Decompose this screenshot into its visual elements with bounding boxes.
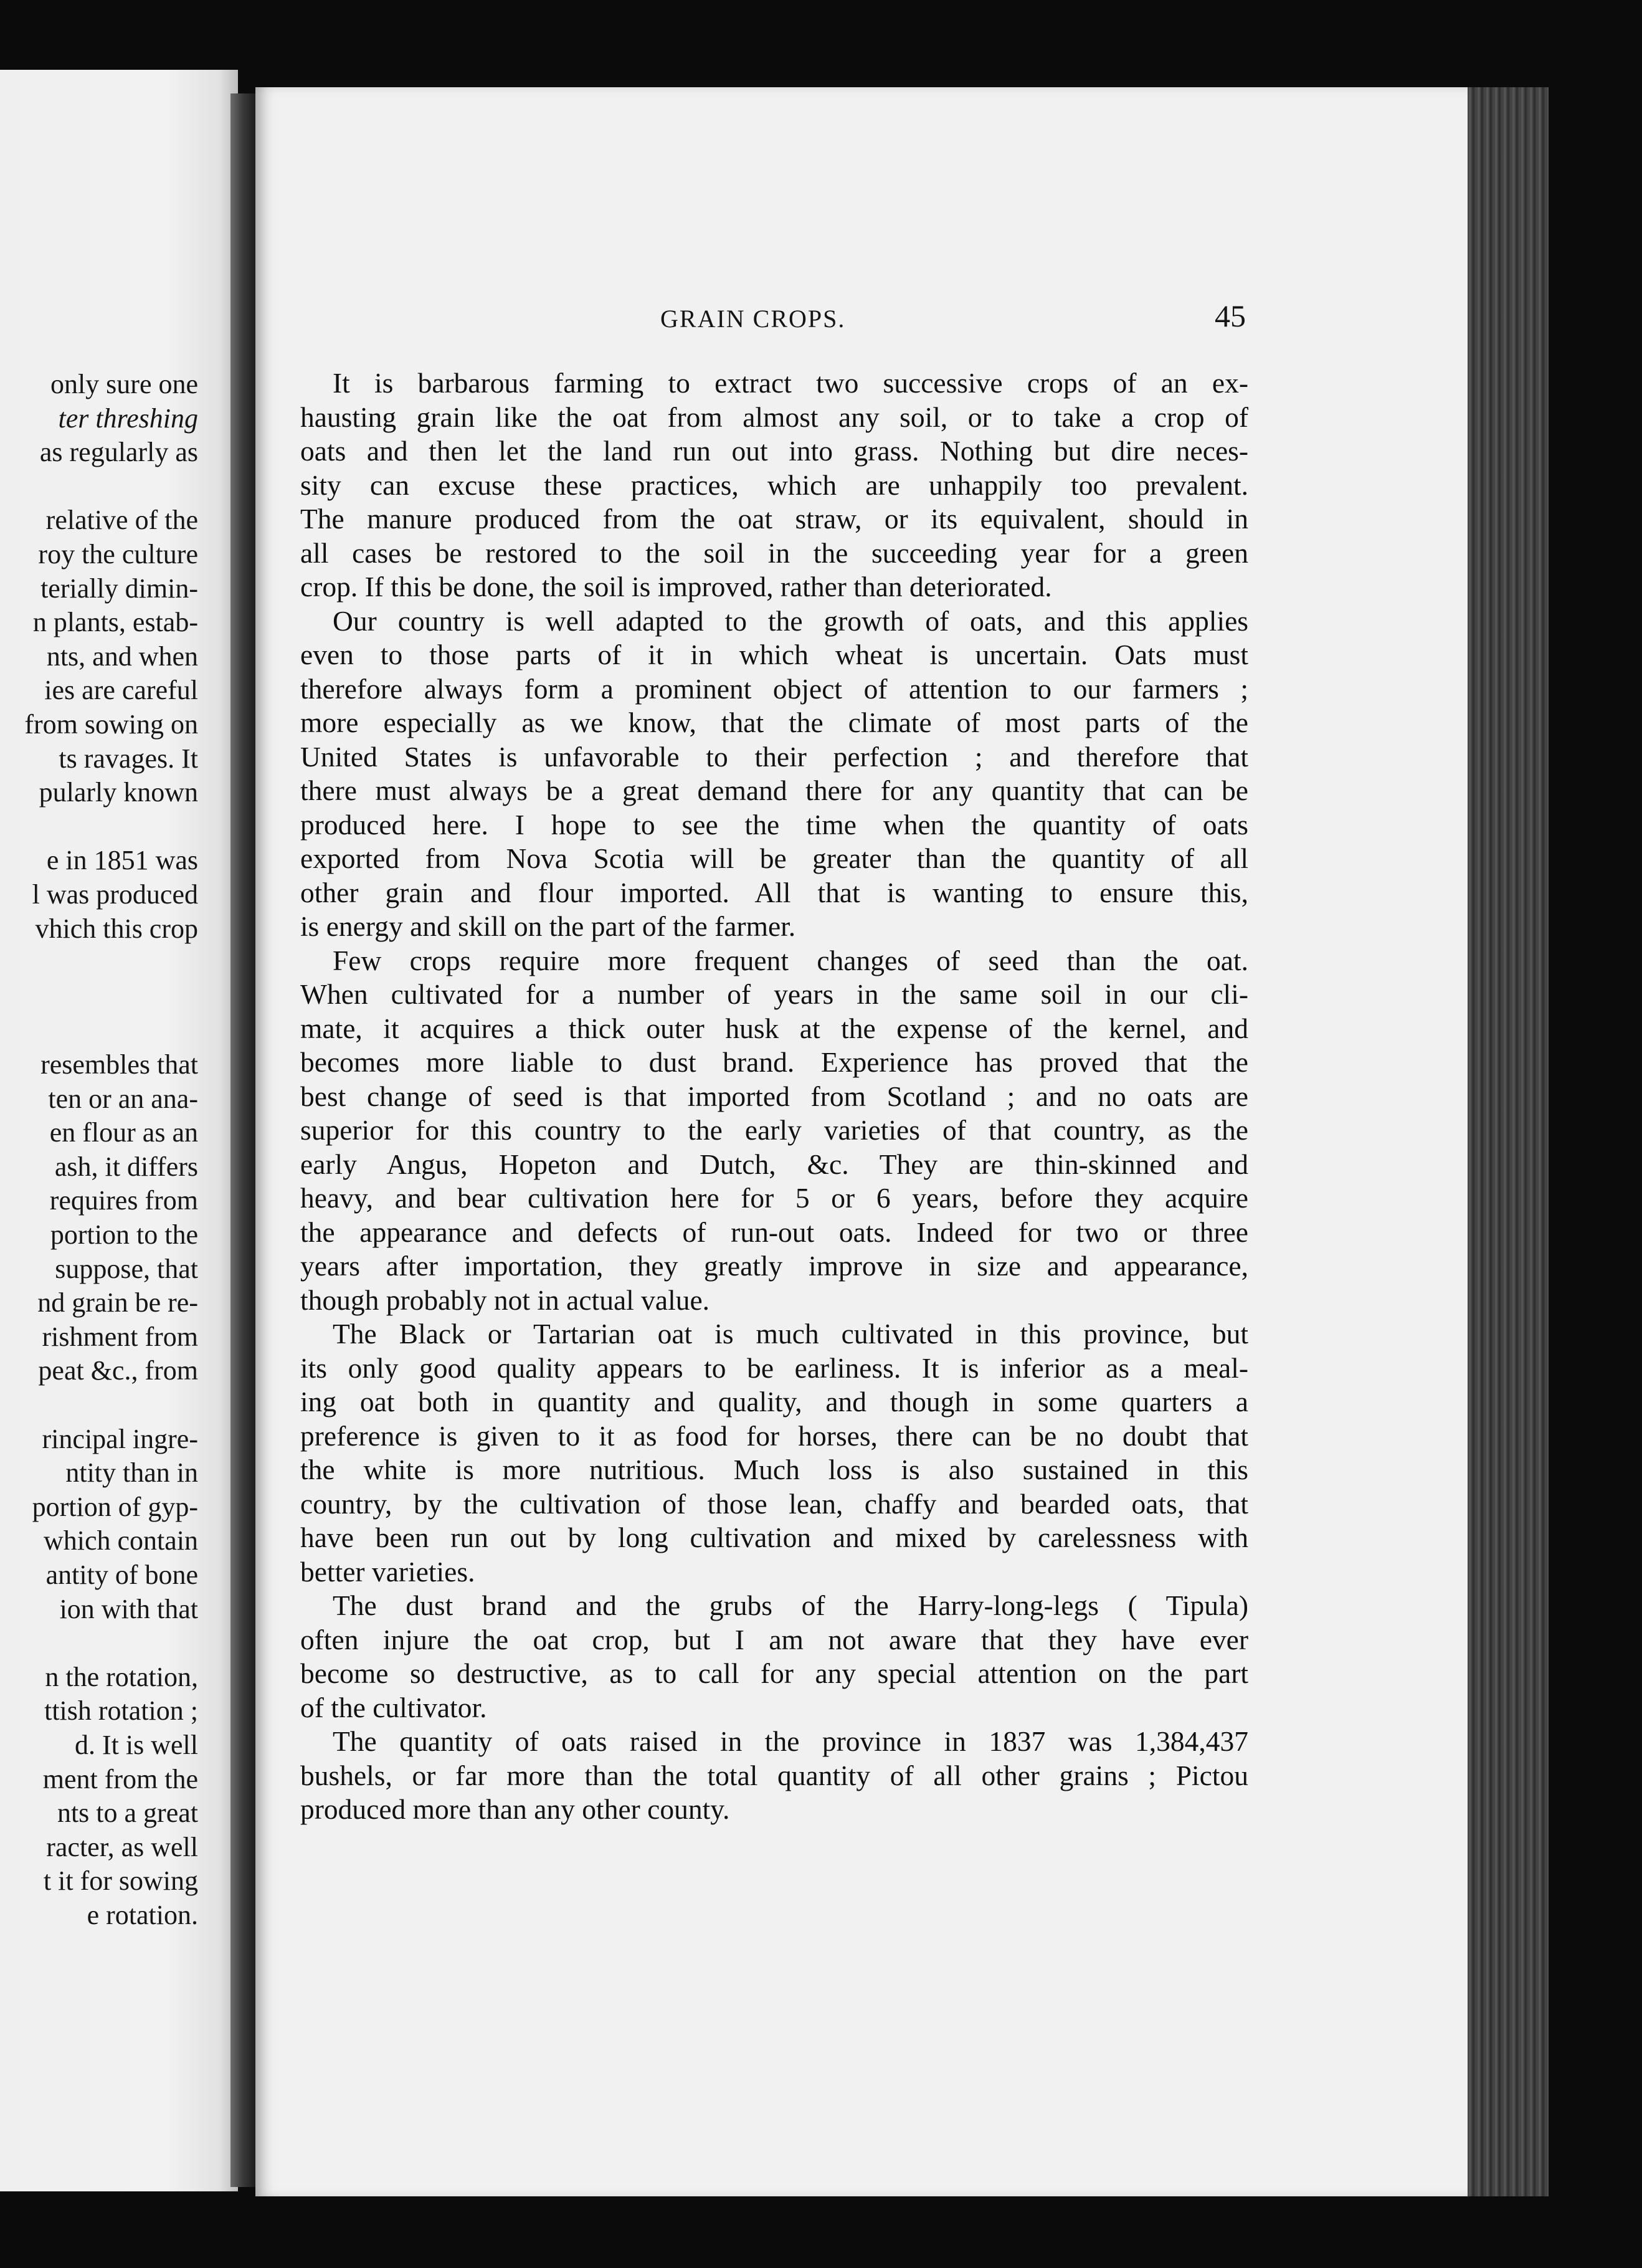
- previous-page-line: t it for sowing: [43, 1865, 198, 1897]
- previous-page-line: portion to the: [50, 1219, 198, 1250]
- previous-page-line: roy the culture: [38, 539, 198, 569]
- previous-page-line: which contain: [43, 1525, 198, 1556]
- text-line: become so destructive, as to call for any special attention on the part: [300, 1657, 1248, 1689]
- previous-page-line: suppose, that: [55, 1253, 198, 1284]
- text-line: is energy and skill on the part of the farmer.: [300, 910, 796, 942]
- paragraph: [300, 604, 1248, 944]
- text-line: heavy, and bear cultivation here for 5 or 6 years, before they acquire: [300, 1182, 1248, 1214]
- page-edges: [1468, 87, 1549, 2196]
- previous-page-line: portion of gyp-: [32, 1491, 198, 1522]
- text-line: The Black or Tartarian oat is much cultivated in this province, but: [333, 1318, 1248, 1350]
- previous-page-line: ttish rotation ;: [44, 1695, 198, 1727]
- text-line: often injure the oat crop, but I am not aware that they have ever: [300, 1623, 1248, 1656]
- paragraph: [300, 1317, 1248, 1589]
- text-line: hausting grain like the oat from almost any soil, or to take a crop of: [300, 401, 1248, 433]
- previous-page-line: antity of bone: [45, 1560, 198, 1590]
- text-line: The dust brand and the grubs of the Harry-long-legs ( Tipula): [333, 1589, 1248, 1621]
- previous-page-line: n the rotation,: [45, 1661, 198, 1692]
- paragraph: [300, 944, 1248, 1318]
- previous-page-line: ten or an ana-: [48, 1083, 198, 1114]
- text-line: The manure produced from the oat straw, or its equivalent, should in: [300, 503, 1248, 535]
- previous-page-line: rincipal ingre-: [42, 1423, 198, 1454]
- previous-page-line: terially dimin-: [40, 573, 198, 604]
- text-line: even to those parts of it in which wheat is uncertain. Oats must: [300, 639, 1248, 670]
- text-line: all cases be restored to the soil in the succeeding year for a green: [300, 536, 1248, 569]
- running-head: GRAIN CROPS.: [660, 305, 846, 333]
- text-line: early Angus, Hopeton and Dutch, &c. They are thin-skinned and: [300, 1148, 1248, 1180]
- text-line: The quantity of oats raised in the province in 1837 was 1,384,437: [333, 1725, 1248, 1757]
- previous-page-line: only sure one: [50, 369, 198, 399]
- text-line: years after importation, they greatly improve in size and appearance,: [300, 1250, 1248, 1282]
- previous-page-line: nd grain be re-: [37, 1287, 198, 1318]
- previous-page-line: racter, as well: [46, 1831, 198, 1862]
- previous-page-line: ntity than in: [65, 1457, 198, 1489]
- text-line: produced more than any other county.: [300, 1793, 730, 1825]
- text-line: though probably not in actual value.: [300, 1284, 710, 1316]
- text-line: United States is unfavorable to their perfection ; and therefore that: [300, 740, 1248, 773]
- previous-page-line: vhich this crop: [35, 913, 198, 944]
- previous-page-line: ash, it differs: [54, 1151, 198, 1182]
- previous-page-line: en flour as an: [49, 1117, 198, 1148]
- text-line: the white is more nutritious. Much loss is also sustained in this: [300, 1454, 1248, 1485]
- text-line: more especially as we know, that the climate of most parts of the: [300, 707, 1248, 738]
- text-line: oats and then let the land run out into grass. Nothing but dire neces-: [300, 435, 1248, 467]
- text-line: have been run out by long cultivation and mixed by carelessness with: [300, 1522, 1248, 1553]
- previous-page-line: nts, and when: [46, 641, 198, 672]
- text-line: mate, it acquires a thick outer husk at the expense of the kernel, and: [300, 1012, 1248, 1044]
- text-line: preference is given to it as food for horses, there can be no doubt that: [300, 1419, 1248, 1452]
- text-line: exported from Nova Scotia will be greater than the quantity of all: [300, 842, 1248, 874]
- previous-page-line: d. It is well: [75, 1730, 198, 1760]
- previous-page-line: peat &c., from: [38, 1355, 198, 1386]
- page-number: 45: [1215, 298, 1246, 333]
- paragraph: [300, 366, 1248, 604]
- previous-page-line: ies are careful: [44, 675, 198, 706]
- text-line: becomes more liable to dust brand. Experience has proved that the: [300, 1046, 1248, 1078]
- text-line: ing oat both in quantity and quality, and though in some quarters a: [300, 1386, 1248, 1418]
- text-line: best change of seed is that imported from Scotland ; and no oats are: [300, 1080, 1248, 1112]
- paragraph: [300, 1589, 1248, 1725]
- text-line: there must always be a great demand there for any quantity that can be: [300, 774, 1248, 806]
- previous-page-line: as regularly as: [39, 437, 198, 468]
- previous-page-line: nts to a great: [57, 1798, 198, 1829]
- text-line: therefore always form a prominent object of attention to our farmers ;: [300, 672, 1248, 705]
- previous-page-line: e in 1851 was: [46, 845, 198, 876]
- text-line: other grain and flour imported. All that is wanting to ensure this,: [300, 876, 1248, 908]
- text-line: its only good quality appears to be earliness. It is inferior as a meal-: [300, 1351, 1248, 1384]
- text-line: sity can excuse these practices, which are unhappily too prevalent.: [300, 469, 1248, 501]
- previous-page-line: l was produced: [32, 879, 198, 910]
- text-line: of the cultivator.: [300, 1691, 487, 1723]
- text-line: It is barbarous farming to extract two successive crops of an ex-: [333, 367, 1248, 399]
- text-line: Few crops require more frequent changes of seed than the oat.: [333, 944, 1248, 976]
- previous-page-line: resembles that: [40, 1049, 198, 1080]
- text-line: When cultivated for a number of years in the same soil in our cli-: [300, 978, 1248, 1010]
- previous-page-line: rishment from: [42, 1321, 198, 1352]
- previous-page-line: ts ravages. It: [59, 743, 198, 774]
- previous-page-line: e rotation.: [87, 1900, 198, 1930]
- previous-page-line: pularly known: [39, 777, 198, 808]
- previous-page-line: ter threshing: [58, 403, 198, 434]
- text-line: better varieties.: [300, 1555, 475, 1588]
- previous-page-line: relative of the: [45, 505, 198, 536]
- text-line: country, by the cultivation of those lean, chaffy and bearded oats, that: [300, 1487, 1248, 1520]
- text-line: Our country is well adapted to the growth of oats, and this applies: [333, 604, 1248, 637]
- previous-page-line: requires from: [49, 1185, 198, 1216]
- previous-page: [0, 70, 238, 2191]
- text-line: bushels, or far more than the total quantity of all other grains ; Pictou: [300, 1759, 1248, 1791]
- previous-page-line: from sowing on: [24, 709, 198, 740]
- paragraph: [300, 1725, 1248, 1827]
- previous-page-line: ion with that: [59, 1593, 198, 1624]
- text-line: the appearance and defects of run-out oats. Indeed for two or three: [300, 1216, 1248, 1248]
- text-line: crop. If this be done, the soil is improved, rather than deteriorated.: [300, 571, 1052, 603]
- text-line: produced here. I hope to see the time when the quantity of oats: [300, 808, 1248, 841]
- page-body: [300, 366, 1248, 1827]
- text-line: superior for this country to the early varieties of that country, as the: [300, 1114, 1248, 1146]
- previous-page-line: n plants, estab-: [32, 607, 198, 638]
- previous-page-line: ment from the: [42, 1763, 198, 1794]
